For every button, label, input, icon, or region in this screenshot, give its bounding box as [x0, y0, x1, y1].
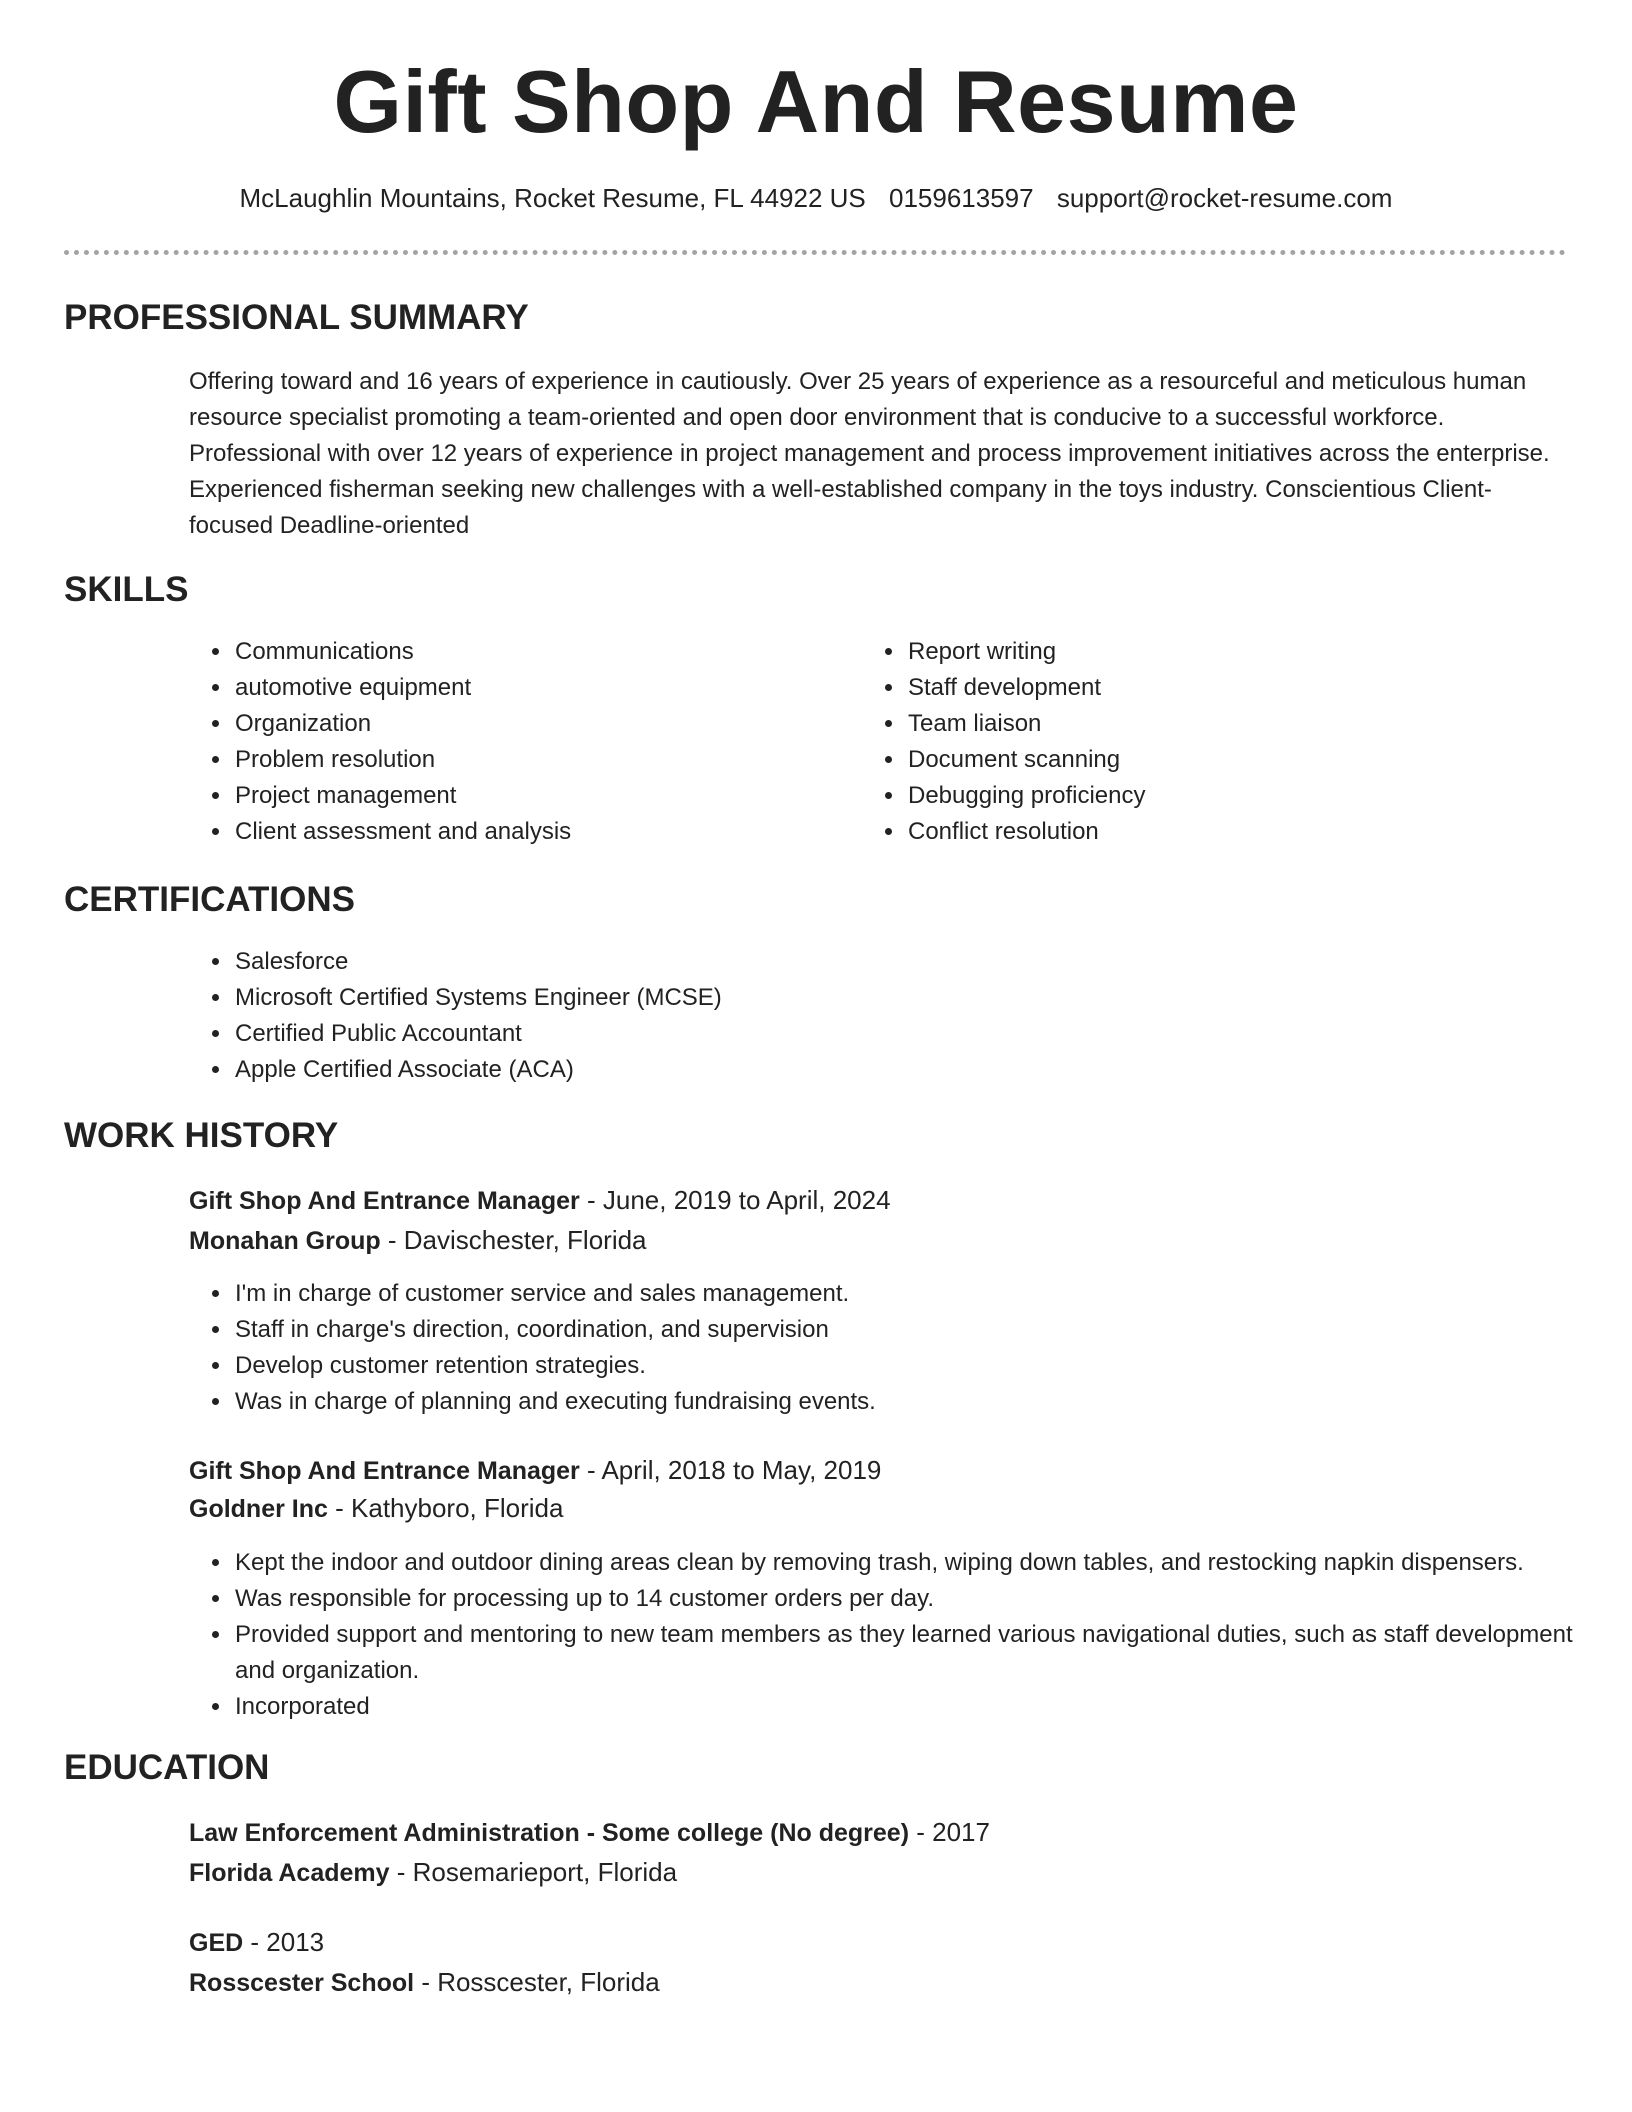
job-duty: • Kept the indoor and outdoor dining areas clean by removing trash, wiping down tables, and restocking napkin dispensers. — [233, 1545, 1613, 1581]
job-title-line — [189, 1452, 881, 1489]
skill-item: • Debugging proficiency — [906, 778, 1526, 814]
education-school-line — [189, 1964, 660, 2001]
education-school-line — [189, 1854, 677, 1891]
job-duty: • Provided support and mentoring to new team members as they learned various navigational duties, such as staff development and organization. — [233, 1617, 1613, 1689]
job-duty: • Incorporated — [233, 1689, 1613, 1725]
header-divider — [64, 250, 1566, 255]
job-duty: • Was in charge of planning and executing fundraising events. — [233, 1384, 1613, 1420]
job-duty: • Develop customer retention strategies. — [233, 1348, 1613, 1384]
job-company: Goldner Inc — [189, 1495, 328, 1523]
contact-address: McLaughlin Mountains, Rocket Resume, FL 44922 US — [239, 183, 866, 213]
certification-item: • Salesforce — [233, 944, 1533, 980]
education-degree: Law Enforcement Administration - Some college (No degree) — [189, 1819, 910, 1847]
certifications-heading: CERTIFICATIONS — [64, 880, 356, 919]
contact-line — [0, 180, 1632, 216]
education-year: - 2017 — [909, 1817, 990, 1847]
summary-heading: PROFESSIONAL SUMMARY — [64, 298, 529, 337]
education-degree-line — [189, 1814, 990, 1851]
contact-email: support@rocket-resume.com — [1056, 183, 1393, 213]
skills-list-left — [189, 634, 853, 850]
skills-list-right — [862, 634, 1526, 850]
candidate-name: Gift Shop And Resume — [333, 52, 1299, 151]
job-title-line — [189, 1182, 891, 1219]
skill-item: • Project management — [233, 778, 853, 814]
job-title: Gift Shop And Entrance Manager — [189, 1457, 580, 1485]
education-school: Florida Academy — [189, 1859, 390, 1887]
job-duties-list — [189, 1276, 1613, 1420]
education-location: - Rosemarieport, Florida — [389, 1857, 678, 1887]
job-title: Gift Shop And Entrance Manager — [189, 1187, 580, 1215]
skill-item: • Client assessment and analysis — [233, 814, 853, 850]
summary-text: Offering toward and 16 years of experience in cautiously. Over 25 years of experience as a resourceful and meticulous human resource specialist promoting a team-oriented and open door environment that is conducive to a successful workforce. Professional with over 12 years of experience in project management and process improvement initiatives across the enterprise. Experienced fisherman seeking new challenges with a well-established company in the toys industry. Conscientious Client-focused Deadline-oriented — [189, 368, 1550, 539]
skill-item: • Report writing — [906, 634, 1526, 670]
contact-phone: 0159613597 — [889, 183, 1034, 213]
skill-item: • Communications — [233, 634, 853, 670]
job-dates: - April, 2018 to May, 2019 — [579, 1455, 882, 1485]
skill-item: • Team liaison — [906, 706, 1526, 742]
certifications-list — [189, 944, 1533, 1088]
education-degree: GED — [189, 1929, 244, 1957]
education-heading: EDUCATION — [64, 1748, 270, 1787]
education-degree-line — [189, 1924, 324, 1961]
job-location: - Kathyboro, Florida — [327, 1493, 564, 1523]
certification-item: • Microsoft Certified Systems Engineer (MCSE) — [233, 980, 1533, 1016]
skill-item: • Problem resolution — [233, 742, 853, 778]
education-location: - Rosscester, Florida — [414, 1967, 660, 1997]
job-company: Monahan Group — [189, 1227, 381, 1255]
skill-item: • Organization — [233, 706, 853, 742]
skill-item: • Staff development — [906, 670, 1526, 706]
job-location: - Davischester, Florida — [380, 1225, 647, 1255]
skill-item: • Document scanning — [906, 742, 1526, 778]
job-company-line — [189, 1222, 647, 1259]
skills-heading: SKILLS — [64, 570, 189, 609]
job-dates: - June, 2019 to April, 2024 — [579, 1185, 891, 1215]
job-duties-list — [189, 1545, 1613, 1725]
work-history-heading: WORK HISTORY — [64, 1116, 339, 1155]
job-duty: • Was responsible for processing up to 14 customer orders per day. — [233, 1581, 1613, 1617]
education-year: - 2013 — [243, 1927, 325, 1957]
job-company-line — [189, 1490, 563, 1527]
job-duty: • Staff in charge's direction, coordination, and supervision — [233, 1312, 1613, 1348]
skill-item: • Conflict resolution — [906, 814, 1526, 850]
certification-item: • Apple Certified Associate (ACA) — [233, 1052, 1533, 1088]
education-school: Rosscester School — [189, 1969, 415, 1997]
certification-item: • Certified Public Accountant — [233, 1016, 1533, 1052]
job-duty: • I'm in charge of customer service and sales management. — [233, 1276, 1613, 1312]
skill-item: • automotive equipment — [233, 670, 853, 706]
